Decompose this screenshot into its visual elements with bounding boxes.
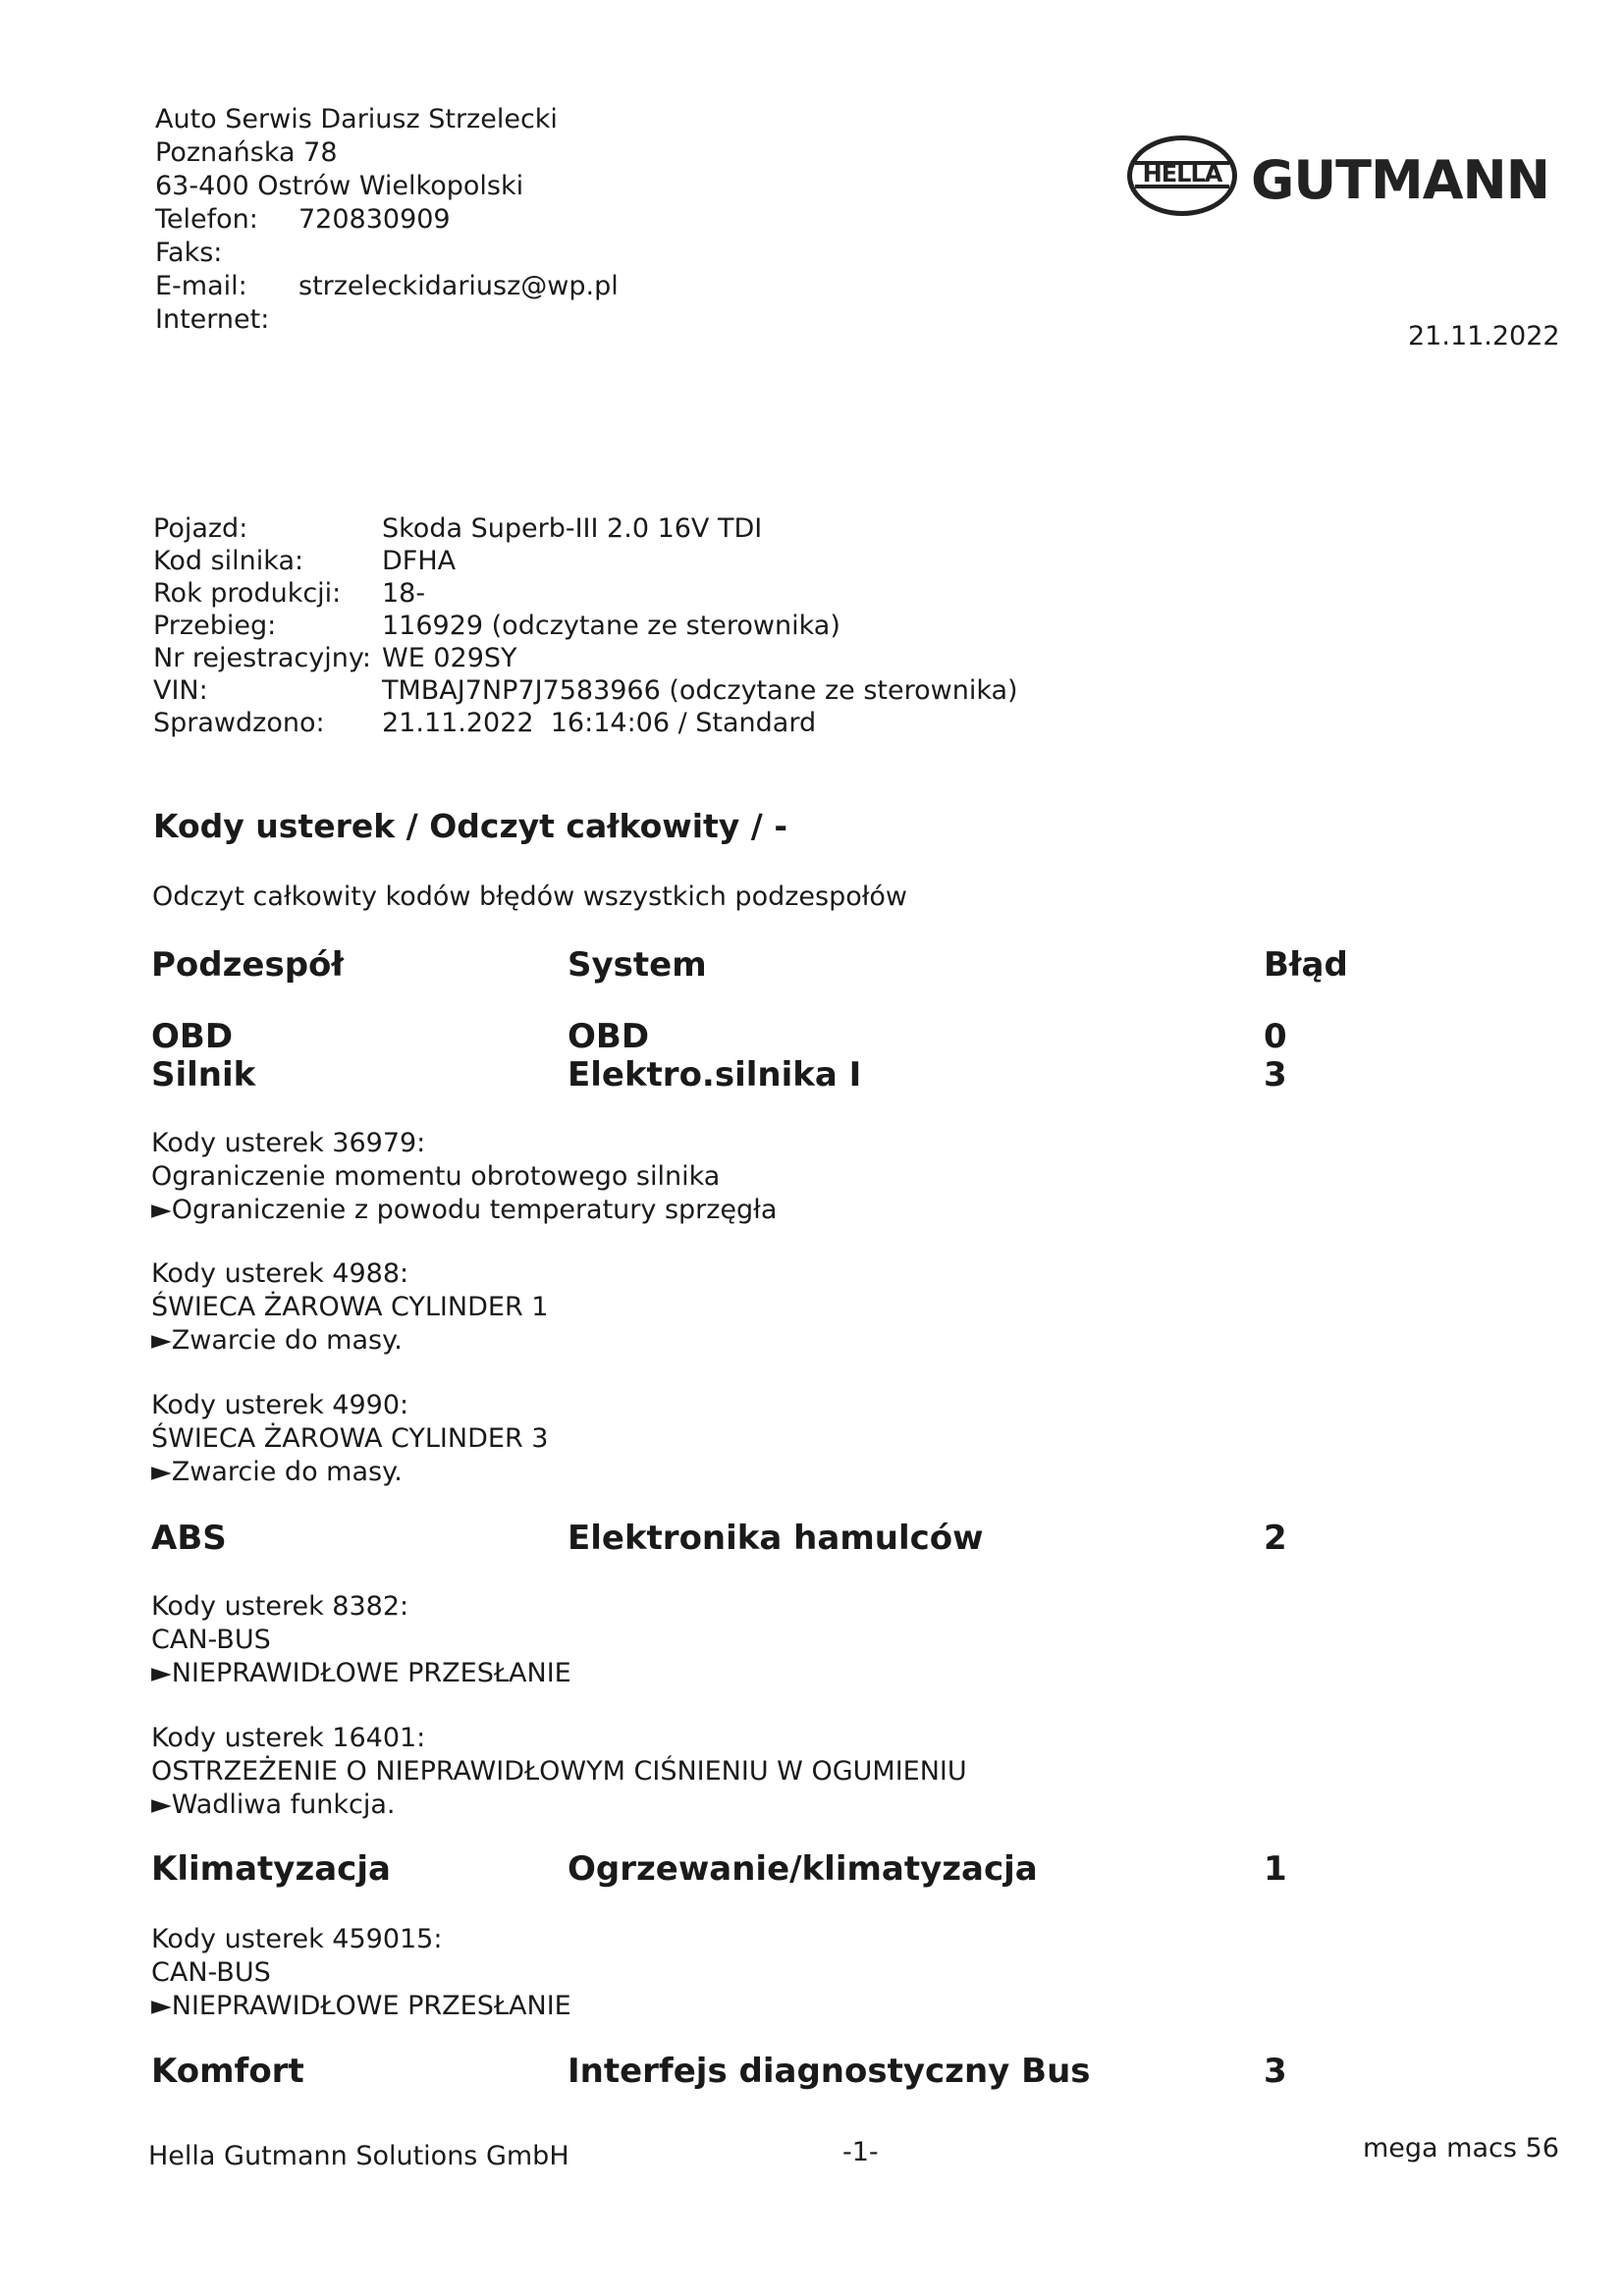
vehicle-value: TMBAJ7NP7J7583966 (odczytane ze sterownika) xyxy=(382,675,1018,706)
vehicle-info xyxy=(153,512,1018,739)
fault-detail: ►Ograniczenie z powodu temperatury sprzęgła xyxy=(151,1195,778,1225)
vehicle-value: 18- xyxy=(382,578,426,609)
unit-name: OBD xyxy=(151,1017,234,1056)
contact-label: Telefon: xyxy=(155,204,258,235)
contact-value: 720830909 xyxy=(298,204,451,235)
fault-code: Kody usterek 16401: xyxy=(151,1723,426,1753)
fault-code: Kody usterek 8382: xyxy=(151,1591,409,1622)
fault-entry xyxy=(151,1590,571,1690)
unit-system: Ogrzewanie/klimatyzacja xyxy=(568,1849,1038,1889)
fault-entry xyxy=(151,1923,571,2023)
vehicle-label: Rok produkcji: xyxy=(153,578,342,609)
fault-description: ŚWIECA ŻAROWA CYLINDER 1 xyxy=(151,1292,549,1322)
vehicle-label: Kod silnika: xyxy=(153,546,304,576)
vehicle-label: Przebieg: xyxy=(153,611,277,641)
fault-description: CAN-BUS xyxy=(151,1625,271,1655)
fault-code: Kody usterek 459015: xyxy=(151,1924,443,1954)
fault-detail: ►NIEPRAWIDŁOWE PRZESŁANIE xyxy=(151,1658,571,1688)
fault-entry xyxy=(151,1722,967,1822)
section-title: Kody usterek / Odczyt całkowity / - xyxy=(153,807,788,845)
fault-code: Kody usterek 4988: xyxy=(151,1258,409,1289)
unit-error-count: 1 xyxy=(1264,1849,1287,1889)
fault-description: CAN-BUS xyxy=(151,1957,271,1988)
footer-device: mega macs 56 xyxy=(1363,2133,1559,2163)
contact-phone xyxy=(155,203,619,237)
vehicle-label: VIN: xyxy=(153,675,208,706)
vehicle-value: 21.11.2022 16:14:06 / Standard xyxy=(382,708,817,738)
vehicle-row xyxy=(153,642,1018,674)
logo-hella-text: HELLA xyxy=(1142,160,1222,187)
fault-code: Kody usterek 4990: xyxy=(151,1390,409,1420)
contact-value: strzeleckidariusz@wp.pl xyxy=(298,271,619,301)
hella-gutmann-logo xyxy=(1127,135,1551,226)
fault-detail: ►NIEPRAWIDŁOWE PRZESŁANIE xyxy=(151,1991,571,2021)
vehicle-value: 116929 (odczytane ze sterownika) xyxy=(382,611,840,641)
report-date: 21.11.2022 xyxy=(1408,321,1560,351)
fault-detail: ►Zwarcie do masy. xyxy=(151,1325,403,1356)
page-number: -1- xyxy=(842,2137,879,2167)
fault-entry xyxy=(151,1127,777,1227)
contact-email xyxy=(155,270,619,303)
fault-description: ŚWIECA ŻAROWA CYLINDER 3 xyxy=(151,1423,549,1454)
unit-error-count: 3 xyxy=(1264,1055,1287,1095)
vehicle-label: Nr rejestracyjny: xyxy=(153,643,371,673)
contact-internet xyxy=(155,303,619,337)
fault-code: Kody usterek 36979: xyxy=(151,1128,426,1158)
section-description: Odczyt całkowity kodów błędów wszystkich podzespołów xyxy=(152,881,908,912)
fault-detail: ►Zwarcie do masy. xyxy=(151,1457,403,1487)
vehicle-value: DFHA xyxy=(382,546,457,576)
contact-label: E-mail: xyxy=(155,271,247,301)
vehicle-row xyxy=(153,707,1018,739)
vehicle-row xyxy=(153,674,1018,707)
vehicle-row xyxy=(153,577,1018,610)
contact-label: Internet: xyxy=(155,304,270,335)
unit-error-count: 0 xyxy=(1264,1017,1287,1056)
logo-gutmann-text: GUTMANN xyxy=(1251,149,1549,211)
fault-description: OSTRZEŻENIE O NIEPRAWIDŁOWYM CIŚNIENIU W OGUMIENIU xyxy=(151,1756,967,1787)
unit-error-count: 2 xyxy=(1264,1519,1287,1558)
fault-description: Ograniczenie momentu obrotowego silnika xyxy=(151,1161,721,1192)
vehicle-row xyxy=(153,610,1018,642)
workshop-address xyxy=(155,103,619,337)
footer-company: Hella Gutmann Solutions GmbH xyxy=(148,2141,569,2171)
vehicle-row xyxy=(153,545,1018,577)
vehicle-label: Pojazd: xyxy=(153,513,248,544)
contact-fax xyxy=(155,237,619,270)
fault-detail: ►Wadliwa funkcja. xyxy=(151,1789,396,1820)
unit-name: ABS xyxy=(151,1519,227,1558)
unit-system: Elektronika hamulców xyxy=(568,1519,984,1558)
unit-system: Interfejs diagnostyczny Bus xyxy=(568,2052,1091,2091)
unit-name: Komfort xyxy=(151,2052,304,2091)
column-header-system: System xyxy=(568,945,707,985)
workshop-street: Poznańska 78 xyxy=(155,137,338,168)
workshop-name: Auto Serwis Dariusz Strzelecki xyxy=(155,104,558,134)
unit-system: OBD xyxy=(568,1017,650,1056)
vehicle-row xyxy=(153,512,1018,545)
column-header-errors: Błąd xyxy=(1264,945,1348,985)
vehicle-label: Sprawdzono: xyxy=(153,708,325,738)
unit-name: Klimatyzacja xyxy=(151,1849,391,1889)
unit-system: Elektro.silnika I xyxy=(568,1055,862,1095)
fault-entry xyxy=(151,1389,548,1489)
vehicle-value: WE 029SY xyxy=(382,643,517,673)
fault-entry xyxy=(151,1257,548,1358)
contact-label: Faks: xyxy=(155,238,223,268)
unit-error-count: 3 xyxy=(1264,2052,1287,2091)
column-header-unit: Podzespół xyxy=(151,945,345,985)
vehicle-value: Skoda Superb-III 2.0 16V TDI xyxy=(382,513,763,544)
unit-name: Silnik xyxy=(151,1055,256,1095)
workshop-city: 63-400 Ostrów Wielkopolski xyxy=(155,171,524,201)
